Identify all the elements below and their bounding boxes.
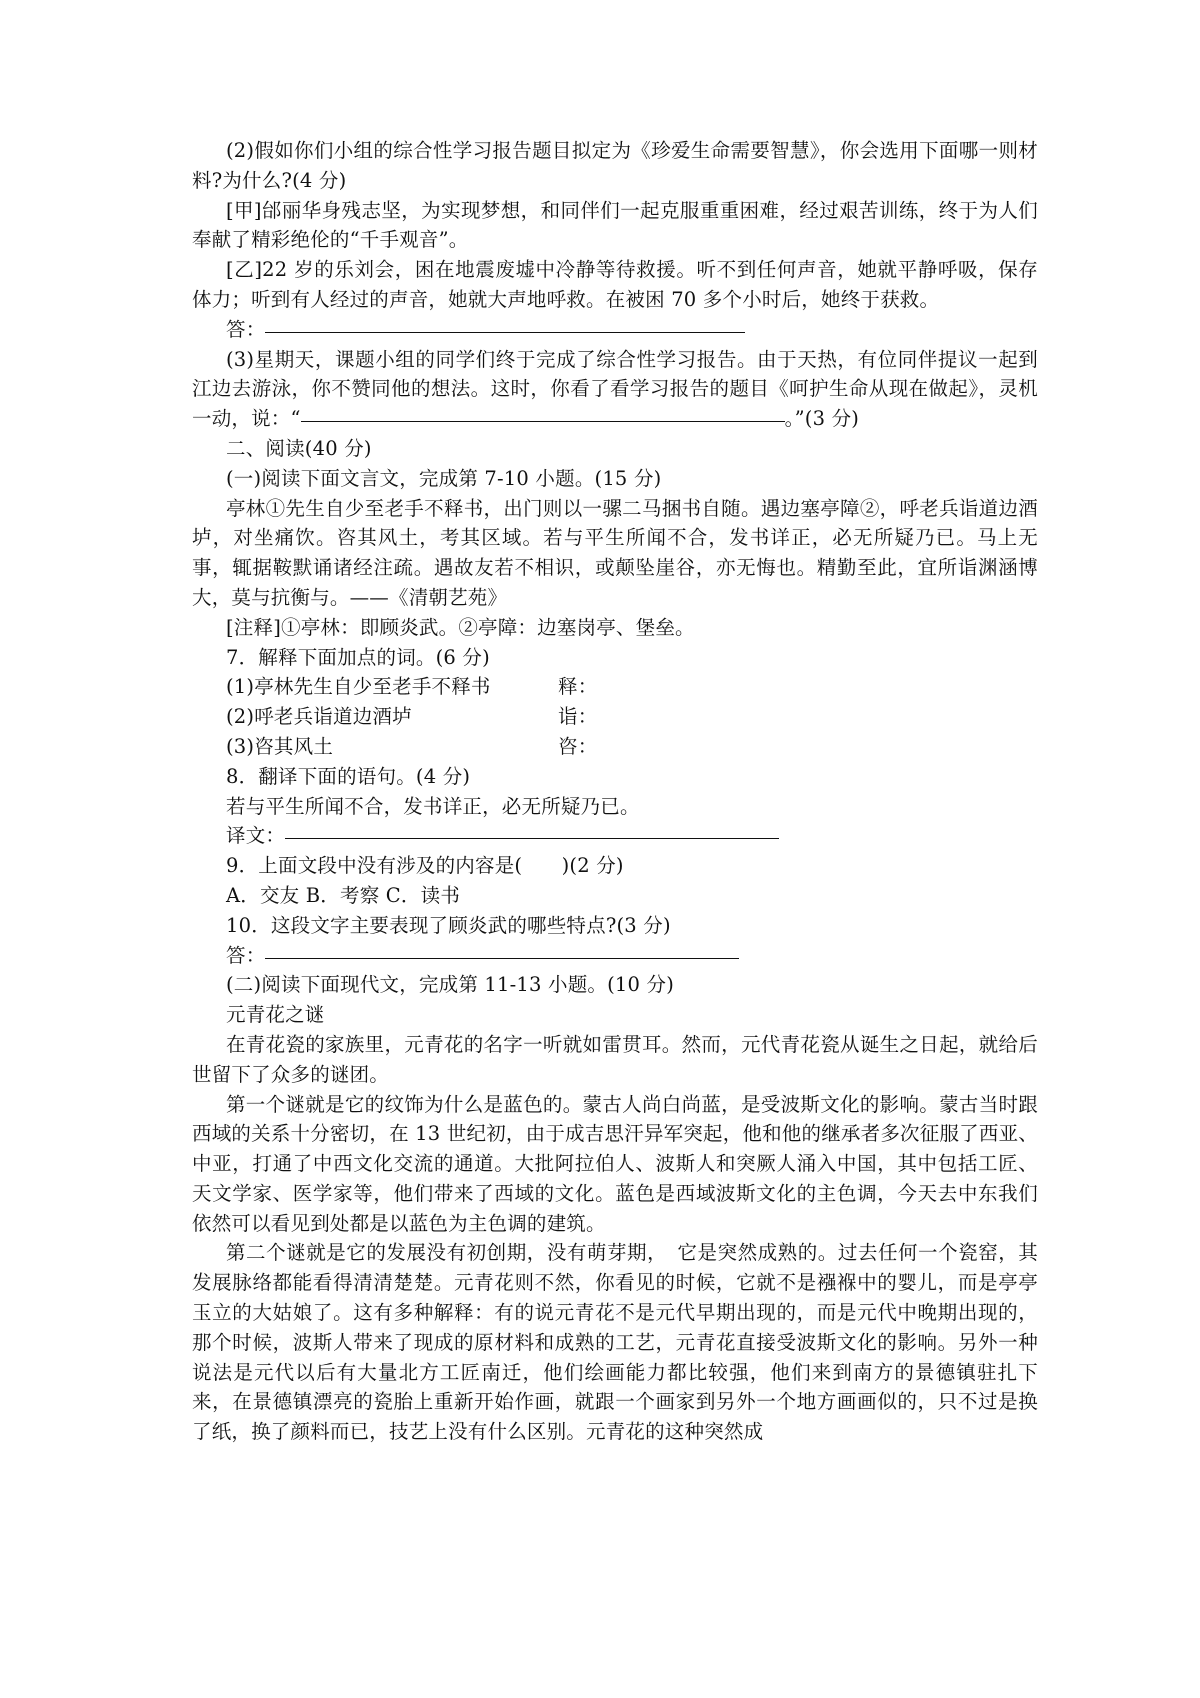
- answer-blank[interactable]: [265, 331, 745, 333]
- q7-row: [226, 672, 1038, 702]
- material-jia: [甲]邰丽华身残志坚，为实现梦想，和同伴们一起克服重重困难，经过艰苦训练，终于为人们奉献了精彩绝伦的“千手观音”。: [192, 198, 1038, 252]
- q7-row: [226, 732, 1038, 762]
- q9-title: 9．上面文段中没有涉及的内容是( )(2 分): [226, 854, 624, 878]
- q7-row-left: (2)呼老兵诣道边酒垆: [226, 705, 412, 729]
- q7-row-right[interactable]: 释：: [558, 675, 598, 699]
- q7-row-left: (3)咨其风土: [226, 734, 334, 758]
- modern-paragraph: 第二个谜就是它的发展没有初创期，没有萌芽期， 它是突然成熟的。过去任何一个瓷窑，其发展脉络都能看得清清楚楚。元青花则不然，你看见的时候，它就不是襁褓中的婴儿，而是亭亭玉立的大姑娘了。这有多种解释：有的说元青花不是元代早期出现的，而是元代中晚期出现的，那个时候，波斯人带来了现成的原材料和成熟的工艺，元青花直接受波斯文化的影响。另外一种说法是元代以后有大量北方工匠南迁，他们绘画能力都比较强，他们来到南方的景德镇驻扎下来，在景德镇漂亮的瓷胎上重新开始作画，就跟一个画家到另外一个地方画画似的，只不过是换了纸，换了颜料而已，技艺上没有什么区别。元青花的这种突然成: [192, 1241, 1038, 1444]
- q10-title: 10．这段文字主要表现了顾炎武的哪些特点?(3 分): [226, 913, 671, 937]
- classical-passage: 亭林①先生自少至老手不释书，出门则以一骡二马捆书自随。遇边塞亭障②，呼老兵诣道边酒垆，对坐痛饮。咨其风土，考其区域。若与平生所闻不合，发书详正，必无所疑乃已。马上无事，辄据鞍默诵诸经注疏。遇故友若不相识，或颠坠崖谷，亦无悔也。精勤至此，宜所诣渊涵博大，莫与抗衡与。——《清朝艺苑》: [192, 496, 1038, 609]
- translation-label: 译文：: [226, 824, 286, 848]
- q7-row-left: (1)亭林先生自少至老手不释书: [226, 675, 491, 699]
- modern-title: 元青花之谜: [226, 1003, 325, 1027]
- modern-heading: (二)阅读下面现代文，完成第 11-13 小题。(10 分): [226, 973, 675, 997]
- question-3-end: 。”(3 分): [784, 407, 860, 431]
- q7-row-right[interactable]: 诣：: [558, 705, 598, 729]
- classical-heading: (一)阅读下面文言文，完成第 7-10 小题。(15 分): [226, 466, 662, 490]
- material-yi: [乙]22 岁的乐刘会，困在地震废墟中冷静等待救援。听不到任何声音，她就平静呼吸，保存体力；听到有人经过的声音，她就大声地呼救。在被困 70 多个小时后，她终于获救。: [192, 258, 1038, 311]
- answer-blank[interactable]: [265, 957, 739, 959]
- modern-paragraph: 第一个谜就是它的纹饰为什么是蓝色的。蒙古人尚白尚蓝，是受波斯文化的影响。蒙古当时跟西域的关系十分密切，在 13 世纪初，由于成吉思汗异军突起，他和他的继承者多次征服了西亚、中亚，打通了中西文化交流的通道。大批阿拉伯人、波斯人和突厥人涌入中国，其中包括工匠、天文学家、医学家等，他们带来了西域的文化。蓝色是西域波斯文化的主色调，今天去中东我们依然可以看见到处都是以蓝色为主色调的建筑。: [192, 1092, 1038, 1235]
- q8-title: 8．翻译下面的语句。(4 分): [226, 764, 471, 788]
- answer-blank[interactable]: [301, 420, 785, 422]
- q8-sentence: 若与平生所闻不合，发书详正，必无所疑乃已。: [226, 794, 640, 818]
- answer-line-q2: [226, 315, 1038, 345]
- answer-label: 答：: [226, 317, 266, 341]
- q9-options: A．交友 B．考察 C．读书: [226, 883, 461, 907]
- question-3: [192, 345, 1038, 434]
- modern-paragraph: 在青花瓷的家族里，元青花的名字一听就如雷贯耳。然而，元代青花瓷从诞生之日起，就给后世留下了众多的谜团。: [192, 1032, 1038, 1086]
- q10-answer-line: [226, 941, 1038, 971]
- classical-note: [注释]①亭林：即顾炎武。②亭障：边塞岗亭、堡垒。: [226, 615, 695, 639]
- answer-label: 答：: [226, 943, 266, 967]
- question-2-intro: (2)假如你们小组的综合性学习报告题目拟定为《珍爱生命需要智慧》，你会选用下面哪一则材料?为什么?(4 分): [192, 139, 1038, 192]
- q7-title: 7．解释下面加点的词。(6 分): [226, 645, 490, 669]
- section-2-title: 二、阅读(40 分): [226, 436, 372, 460]
- answer-blank[interactable]: [285, 837, 779, 839]
- question-3-text: (3)星期天，课题小组的同学们终于完成了综合性学习报告。由于天热，有位同伴提议一起到江边去游泳，你不赞同他的想法。这时，你看了看学习报告的题目《呵护生命从现在做起》，灵机一动，说：“: [192, 347, 1038, 431]
- document-body: [192, 136, 1038, 1447]
- q7-row-right[interactable]: 咨：: [558, 734, 598, 758]
- q8-answer-line: [226, 821, 1038, 851]
- q7-row: [226, 702, 1038, 732]
